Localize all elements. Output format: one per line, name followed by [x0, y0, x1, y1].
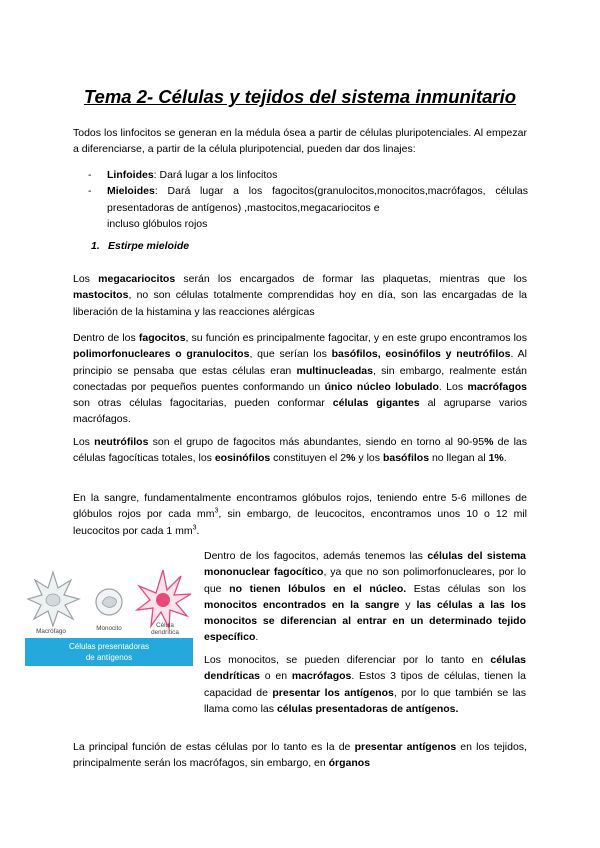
monocyte-illustration — [96, 589, 122, 615]
figure-caption: Células presentadoras de antígenos — [25, 638, 193, 666]
list-item: - Linfoides: Dará lugar a los linfocitos — [88, 169, 278, 181]
monocyte-label: Monocito — [96, 625, 122, 632]
list-item: - Mieloides: Dará lugar a los fagocitos(granulocitos,monocitos,macrófagos, células presentadoras de antígenos) ,mastocitos,megacariocitos e incluso glóbulos rojos — [88, 185, 528, 230]
intro-paragraph: Todos los linfocitos se generan en la médula ósea a partir de células pluripotenciales. Al empezar a diferenciarse, a partir de la célula pluripotencial, pueden dar dos linajes: — [73, 127, 527, 156]
paragraph-monocitos: Dentro de los fagocitos, además tenemos las células del sistema mononuclear fagocítico, ya que no son polimorfonucleares, por lo que no tienen lóbulos en el núcleo. Estas células son los monocitos encontrados en la sangre y las células a las los monocitos se diferencian al entrar en un determinado tejido específico. — [204, 550, 526, 644]
paragraph-sangre: En la sangre, fundamentalmente encontramos glóbulos rojos, teniendo entre 5-6 millones de glóbulos rojos por cada $mm^3$, sin embargo, de leucocitos, encontramos unos 10 o 12 mil leucocitos por cada 1 $mm^3$. — [73, 492, 527, 537]
dendritic-cell-illustration — [137, 570, 191, 628]
section-heading: 1. Estirpe mieloide — [91, 240, 190, 252]
macrophage-label: Macrófago — [36, 628, 66, 635]
paragraph-funcion: La principal función de estas células por lo tanto es la de presentar antígenos en los tejidos, principalmente serán los macrófagos, sin embargo, en órganos — [73, 741, 527, 770]
paragraph-megacariocitos: Los megacariocitos serán los encargados de formar las plaquetas, mientras que los mastocitos, no son células totalmente comprendidas hoy en día, son las encargadas de la liberación de la histamina y las reacciones alérgicas — [73, 273, 527, 318]
paragraph-fagocitos: Dentro de los fagocitos, su función es principalmente fagocitar, y en este grupo encontramos los polimorfonucleares o granulocitos, que serían los basófilos, eosinófilos y neutrófilos. Al principio se pensaba que estas células eran multinucleadas, sin embargo, realmente están conectadas por pequeños puentes conformando un único núcleo lobulado. Los macrófagos son otras células fagocitarias, pueden conformar células gigantes al agruparse varios macrófagos. — [73, 332, 528, 426]
dendritic-label-line1: Célula — [156, 622, 174, 629]
macrophage-illustration — [28, 572, 79, 626]
page-title: Tema 2- Células y tejidos del sistema inmunitario — [83, 86, 517, 107]
antigen-presenting-cells-figure — [25, 566, 193, 684]
paragraph-neutrofilos: Los neutrófilos son el grupo de fagocitos más abundantes, siendo en torno al 90-95% de las células fagocíticas totales, los eosinófilos constituyen el 2% y los basófilos no llegan al 1%. — [73, 436, 528, 465]
lineage-list — [88, 167, 528, 232]
paragraph-dendriticas: Los monocitos, se pueden diferenciar por lo tanto en células dendríticas o en macrófagos. Estos 3 tipos de células, tienen la capacidad de presentar los antígenos, por lo que también se las llama como las células presentadoras de antígenos. — [204, 654, 526, 715]
dendritic-label-line2: dendrítica — [151, 629, 179, 636]
